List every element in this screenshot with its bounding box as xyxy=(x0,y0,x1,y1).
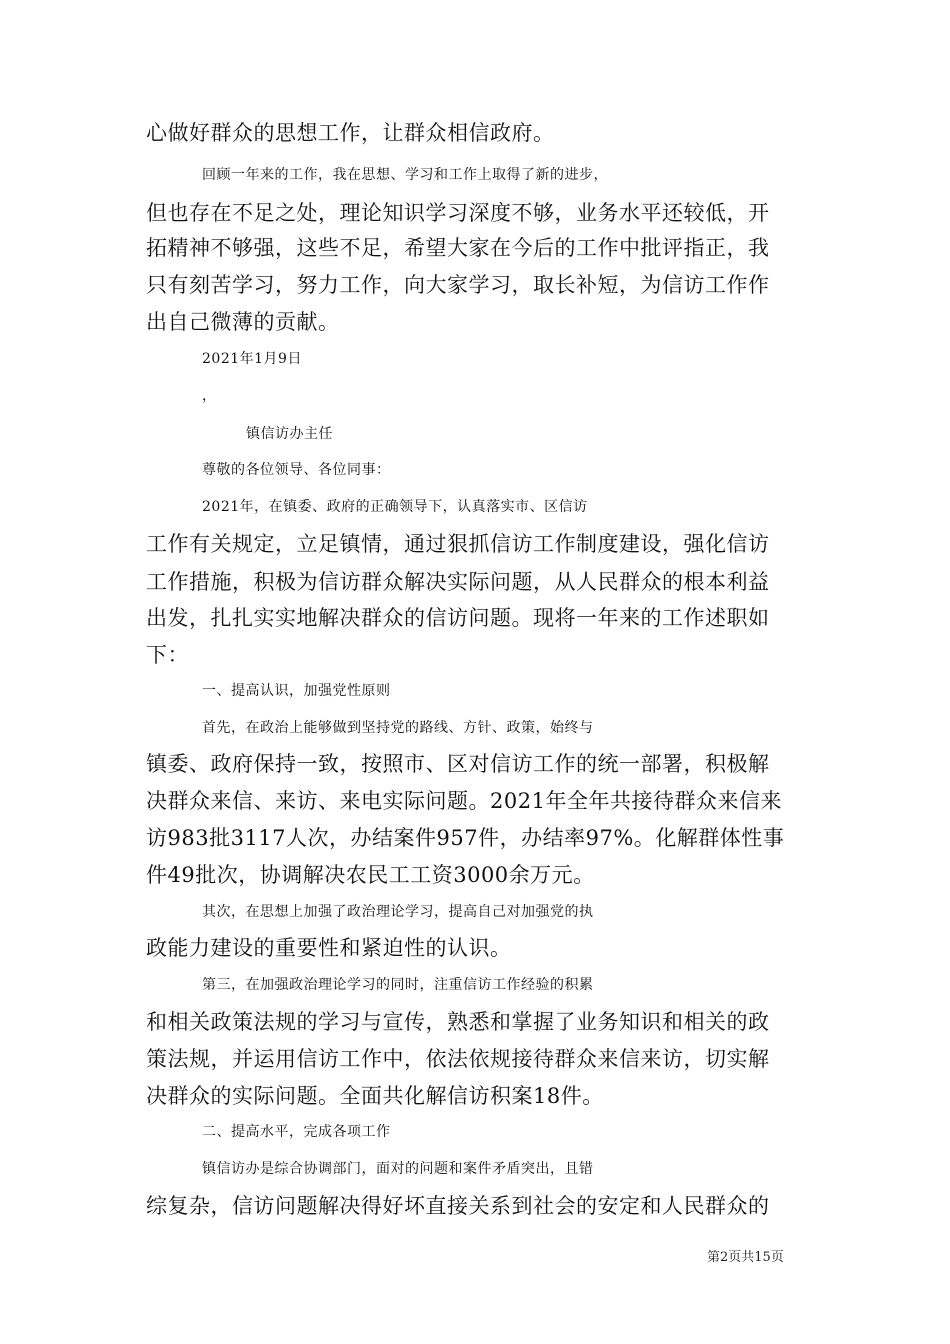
text-line: 访983批3117人次，办结案件957件，办结率97%。化解群体性事 xyxy=(146,826,785,850)
text-line: 但也存在不足之处，理论知识学习深度不够，业务水平还较低，开 xyxy=(146,201,770,225)
text-line: 首先，在政治上能够做到坚持党的路线、方针、政策，始终与 xyxy=(202,720,594,736)
text-line: 综复杂，信访问题解决得好坏直接关系到社会的安定和人民群众的 xyxy=(146,1194,770,1218)
text-line: 和相关政策法规的学习与宣传，熟悉和掌握了业务知识和相关的政 xyxy=(146,1010,770,1034)
text-line: 策法规，并运用信访工作中，依法依规接待群众来信来访，切实解 xyxy=(146,1047,770,1071)
date-line: 2021年1月9日 xyxy=(202,351,302,367)
section-heading: 一、提高认识，加强党性原则 xyxy=(202,683,391,699)
page-number-footer: 第2页共15页 xyxy=(707,1250,784,1265)
text-line: 回顾一年来的工作，我在思想、学习和工作上取得了新的进步， xyxy=(202,167,608,183)
text-line: 只有刻苦学习，努力工作，向大家学习，取长补短，为信访工作作 xyxy=(146,273,770,297)
text-line: ， xyxy=(202,388,217,404)
text-line: 其次，在思想上加强了政治理论学习，提高自己对加强党的执 xyxy=(202,904,594,920)
section-title: 镇信访办主任 xyxy=(246,426,333,442)
text-line: 工作措施，积极为信访群众解决实际问题，从人民群众的根本利益 xyxy=(146,570,770,594)
text-line: 决群众来信、来访、来电实际问题。2021年全年共接待群众来信来 xyxy=(146,789,782,813)
text-line: 件49批次，协调解决农民工工资3000余万元。 xyxy=(146,863,595,887)
text-line: 决群众的实际问题。全面共化解信访积案18件。 xyxy=(146,1084,604,1108)
text-line: 拓精神不够强，这些不足，希望大家在今后的工作中批评指正，我 xyxy=(146,236,770,260)
text-line: 出发，扎扎实实地解决群众的信访问题。现将一年来的工作述职如 xyxy=(146,606,770,630)
text-line: 工作有关规定，立足镇情，通过狠抓信访工作制度建设，强化信访 xyxy=(146,532,770,556)
text-line: 镇委、政府保持一致，按照市、区对信访工作的统一部署，积极解 xyxy=(146,752,770,776)
text-line: 出自己微薄的贡献。 xyxy=(146,310,340,334)
section-heading: 二、提高水平，完成各项工作 xyxy=(202,1124,391,1140)
text-line: 心做好群众的思想工作，让群众相信政府。 xyxy=(146,121,555,145)
salutation: 尊敬的各位领导、各位同事： xyxy=(202,462,391,478)
text-line: 第三，在加强政治理论学习的同时，注重信访工作经验的积累 xyxy=(202,977,594,993)
text-line: 镇信访办是综合协调部门，面对的问题和案件矛盾突出，且错 xyxy=(202,1161,594,1177)
text-line: 2021年，在镇委、政府的正确领导下，认真落实市、区信访 xyxy=(202,499,588,515)
text-line: 下： xyxy=(146,643,189,667)
text-line: 政能力建设的重要性和紧迫性的认识。 xyxy=(146,936,512,960)
